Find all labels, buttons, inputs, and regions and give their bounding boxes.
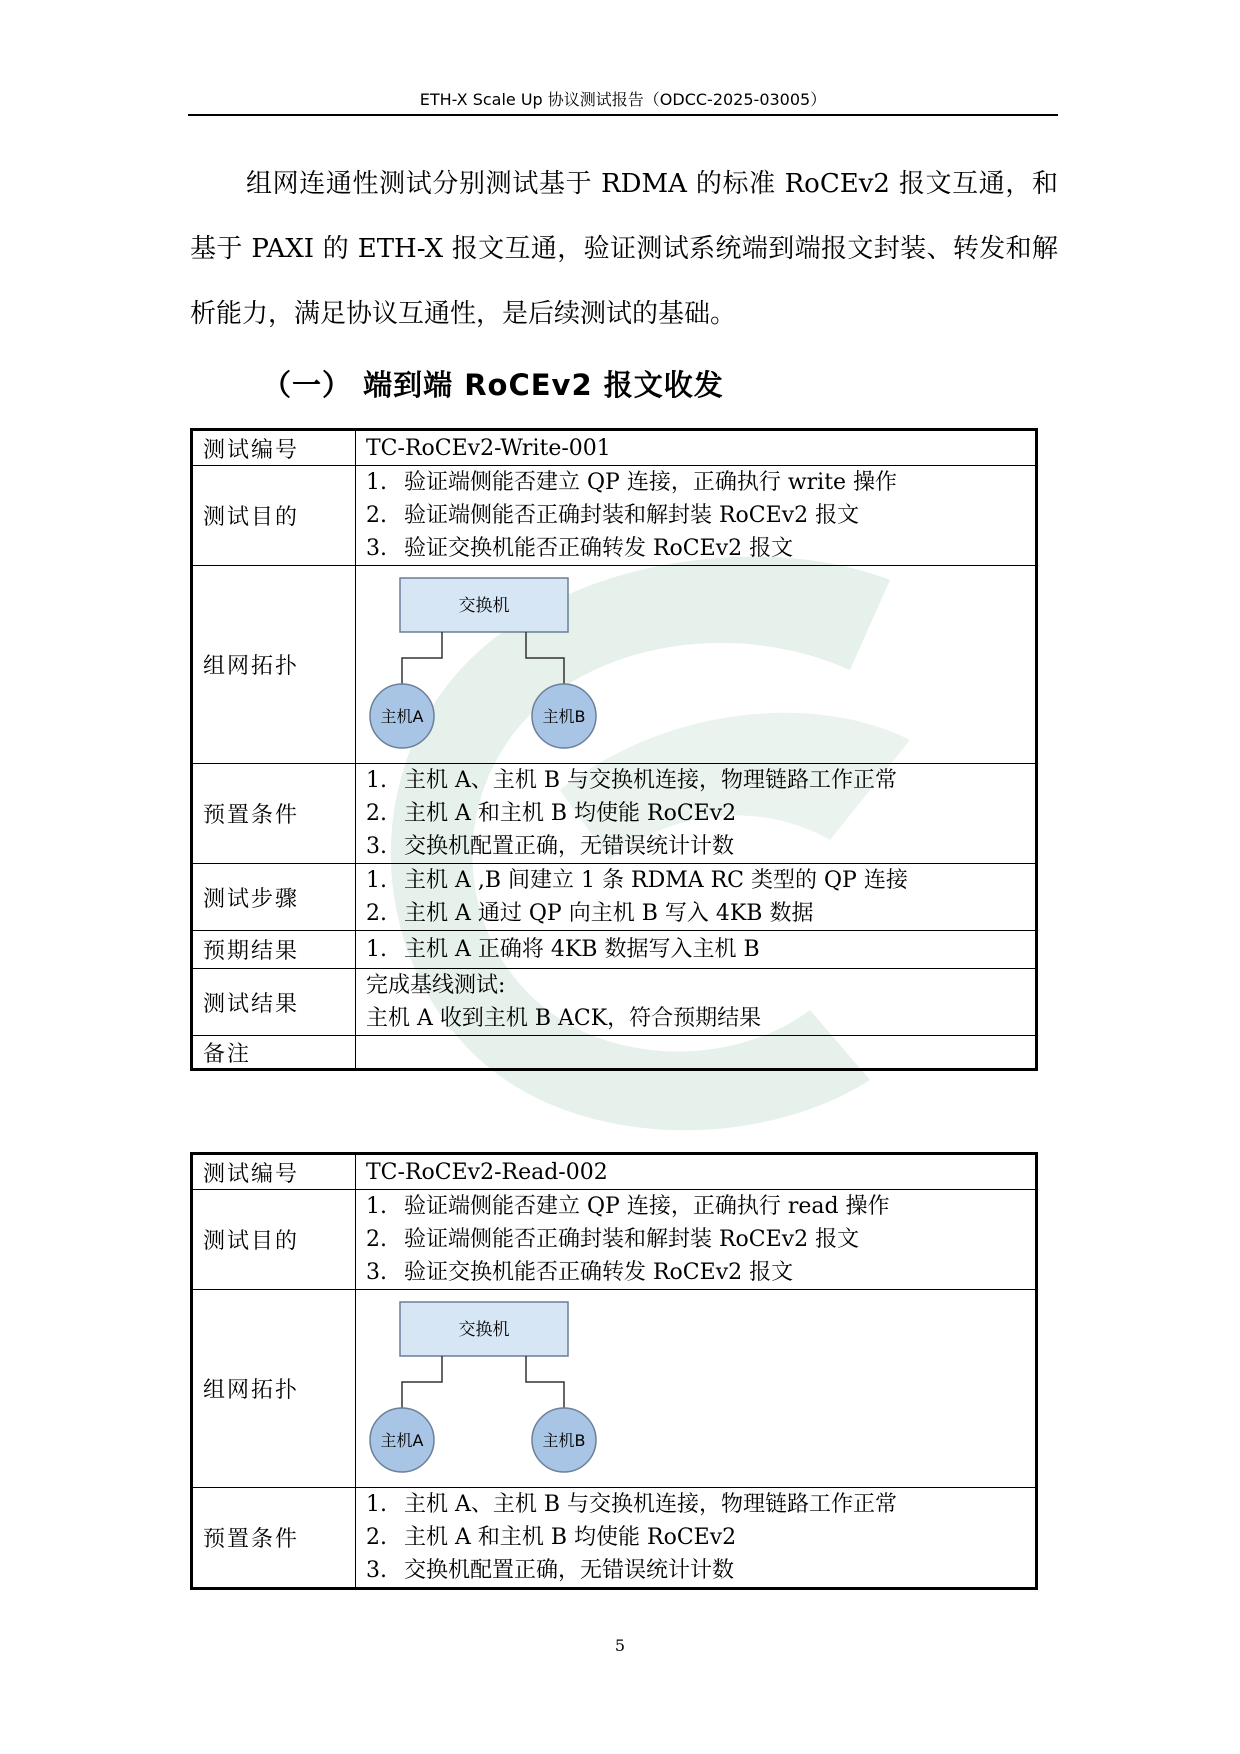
topology-diagram [356, 570, 656, 760]
result-line: 完成基线测试: [366, 973, 506, 998]
label-remark: 备注 [192, 1036, 356, 1070]
page-header: ETH-X Scale Up 协议测试报告（ODCC-2025-03005） [419, 90, 827, 109]
list-item: 1. 主机 A、主机 B 与交换机连接，物理链路工作正常 [366, 768, 898, 793]
link-line [402, 632, 442, 684]
header-rule [188, 114, 1058, 116]
test-purpose-list [356, 1190, 1037, 1290]
list-item: 3. 交换机配置正确，无错误统计计数 [366, 1558, 735, 1583]
label-test-steps: 测试步骤 [192, 864, 356, 931]
host-a-label: 主机A [380, 1430, 424, 1450]
test-purpose-list [356, 466, 1037, 566]
topology-cell [356, 1290, 1037, 1488]
result-line: 主机 A 收到主机 B ACK，符合预期结果 [366, 1006, 762, 1031]
list-item: 3. 验证交换机能否正确转发 RoCEv2 报文 [366, 536, 794, 561]
label-test-id: 测试编号 [192, 1154, 356, 1190]
label-expected-result: 预期结果 [192, 931, 356, 969]
host-a-label: 主机A [380, 706, 424, 726]
page-number: 5 [614, 1636, 626, 1655]
list-item: 2. 主机 A 和主机 B 均使能 RoCEv2 [366, 801, 737, 826]
intro-paragraph: 组网连通性测试分别测试基于 RDMA 的标准 RoCEv2 报文互通，和基于 PAXI 的 ETH-X 报文互通，验证测试系统端到端报文封装、转发和解析能力，满足协议互通性，是后续测试的基础。 [190, 169, 1058, 329]
list-item: 1. 验证端侧能否建立 QP 连接，正确执行 write 操作 [366, 470, 898, 495]
list-item: 3. 验证交换机能否正确转发 RoCEv2 报文 [366, 1260, 794, 1285]
list-item: 1. 主机 A 正确将 4KB 数据写入主机 B [366, 937, 760, 962]
test-result [356, 969, 1037, 1036]
link-line [526, 632, 564, 684]
switch-label: 交换机 [458, 1319, 510, 1340]
test-steps-list [356, 864, 1037, 931]
precondition-list [356, 764, 1037, 864]
expected-result-list [356, 931, 1037, 969]
list-item: 1. 主机 A、主机 B 与交换机连接，物理链路工作正常 [366, 1492, 898, 1517]
list-item: 1. 主机 A ,B 间建立 1 条 RDMA RC 类型的 QP 连接 [366, 868, 908, 893]
label-test-purpose: 测试目的 [192, 1190, 356, 1290]
test-id-value: TC-RoCEv2-Write-001 [356, 430, 1037, 466]
topology-diagram [356, 1294, 656, 1484]
topology-cell [356, 566, 1037, 764]
label-precondition: 预置条件 [192, 1488, 356, 1589]
host-b-label: 主机B [542, 706, 586, 726]
test-id-value: TC-RoCEv2-Read-002 [356, 1154, 1037, 1190]
list-item: 2. 主机 A 通过 QP 向主机 B 写入 4KB 数据 [366, 901, 814, 926]
remark-value [356, 1036, 1037, 1070]
label-test-id: 测试编号 [192, 430, 356, 466]
host-b-label: 主机B [542, 1430, 586, 1450]
list-item: 3. 交换机配置正确，无错误统计计数 [366, 834, 735, 859]
link-line [402, 1356, 442, 1408]
label-topology: 组网拓扑 [192, 1290, 356, 1488]
label-topology: 组网拓扑 [192, 566, 356, 764]
label-precondition: 预置条件 [192, 764, 356, 864]
switch-label: 交换机 [458, 595, 510, 616]
section-title: （一） 端到端 RoCEv2 报文收发 [262, 368, 724, 402]
precondition-list [356, 1488, 1037, 1589]
test-case-table-read [190, 1152, 1038, 1590]
label-test-result: 测试结果 [192, 969, 356, 1036]
test-case-table-write [190, 428, 1038, 1071]
list-item: 2. 主机 A 和主机 B 均使能 RoCEv2 [366, 1525, 737, 1550]
link-line [526, 1356, 564, 1408]
list-item: 2. 验证端侧能否正确封装和解封装 RoCEv2 报文 [366, 503, 860, 528]
list-item: 1. 验证端侧能否建立 QP 连接，正确执行 read 操作 [366, 1194, 890, 1219]
label-test-purpose: 测试目的 [192, 466, 356, 566]
list-item: 2. 验证端侧能否正确封装和解封装 RoCEv2 报文 [366, 1227, 860, 1252]
